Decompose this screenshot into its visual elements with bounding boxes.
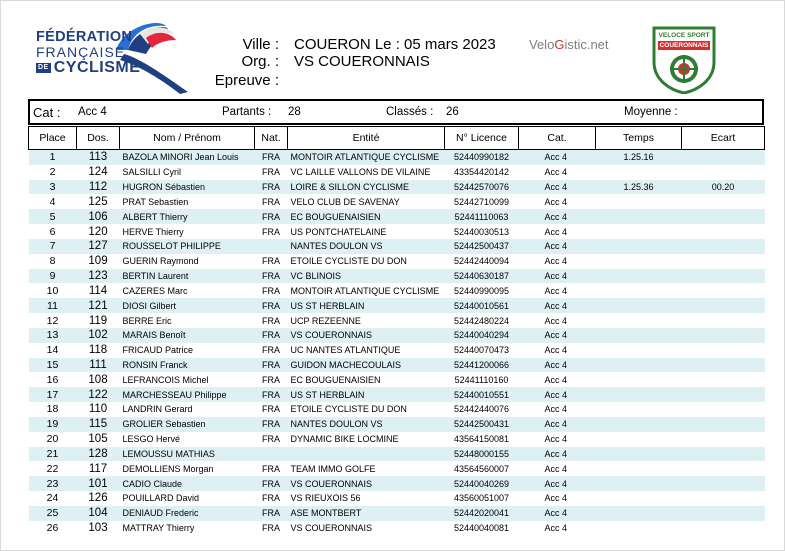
partants-label: Partants : bbox=[222, 106, 272, 118]
nationality-cell: FRA bbox=[255, 328, 288, 343]
dossard-cell: 108 bbox=[88, 373, 108, 386]
table-row bbox=[29, 283, 765, 298]
club-cell: NANTES DOULON VS bbox=[288, 239, 445, 254]
results-table bbox=[28, 126, 765, 536]
table-row bbox=[29, 180, 765, 195]
time-cell bbox=[596, 491, 682, 506]
licence-cell: 52442570076 bbox=[445, 180, 519, 195]
classes-value: 26 bbox=[446, 106, 459, 118]
licence-cell: 52442020041 bbox=[445, 506, 519, 521]
name-cell: MARAIS Benoît bbox=[120, 328, 255, 343]
gap-cell bbox=[682, 491, 765, 506]
club-cell bbox=[288, 447, 445, 462]
dossard-cell: 106 bbox=[77, 209, 120, 224]
licence-cell: 52440990095 bbox=[453, 285, 510, 296]
nationality-cell: FRA bbox=[262, 493, 280, 504]
category-cell: Acc 4 bbox=[544, 345, 568, 356]
name-cell: ALBERT Thierry bbox=[120, 209, 255, 224]
gap-cell bbox=[682, 343, 765, 358]
category-cell: Acc 4 bbox=[519, 239, 596, 254]
club-cell: UC NANTES ATLANTIQUE bbox=[290, 345, 401, 356]
dossard-cell: 109 bbox=[88, 255, 108, 268]
place-cell: 5 bbox=[29, 209, 77, 224]
licence-cell: 52448000155 bbox=[445, 447, 519, 462]
time-cell bbox=[596, 165, 682, 180]
time-cell bbox=[596, 432, 682, 447]
club-cell: EC BOUGUENAISIEN bbox=[288, 209, 445, 224]
table-row bbox=[29, 269, 765, 284]
category-cell: Acc 4 bbox=[544, 374, 568, 385]
name-cell: LEMOUSSU MATHIAS bbox=[120, 447, 255, 462]
gap-cell bbox=[682, 521, 765, 536]
gap-cell bbox=[682, 194, 765, 209]
gap-cell bbox=[682, 506, 765, 521]
gap-cell bbox=[682, 150, 765, 165]
gap-cell bbox=[682, 209, 765, 224]
category-cell: Acc 4 bbox=[544, 523, 568, 534]
club-cell: US ST HERBLAIN bbox=[288, 387, 445, 402]
table-row bbox=[29, 224, 765, 239]
table-row bbox=[29, 209, 765, 224]
club-cell: ETOILE CYCLISTE DU DON bbox=[290, 256, 407, 267]
name-cell: LANDRIN Gerard bbox=[122, 404, 193, 415]
name-cell: LEFRANCOIS Michel bbox=[122, 374, 209, 385]
place-cell: 1 bbox=[29, 150, 77, 165]
ffc-line2: FRANÇAISE bbox=[36, 44, 126, 60]
dossard-cell: 105 bbox=[88, 433, 108, 446]
category-cell: Acc 4 bbox=[519, 269, 596, 284]
licence-cell: 52440010561 bbox=[445, 298, 519, 313]
nationality-cell: FRA bbox=[255, 506, 288, 521]
time-cell bbox=[596, 402, 682, 417]
name-cell: BERTIN Laurent bbox=[120, 269, 255, 284]
gap-cell bbox=[682, 165, 765, 180]
nationality-cell: FRA bbox=[262, 404, 280, 415]
table-row bbox=[29, 313, 765, 328]
dossard-cell: 110 bbox=[88, 403, 108, 416]
nationality-cell: FRA bbox=[262, 523, 280, 534]
nationality-cell: FRA bbox=[255, 180, 288, 195]
table-row bbox=[29, 417, 765, 432]
place-cell: 14 bbox=[46, 344, 59, 357]
epreuve-label: Epreuve : bbox=[214, 72, 279, 89]
dossard-cell: 126 bbox=[88, 492, 108, 505]
licence-cell: 52442710099 bbox=[453, 196, 510, 207]
club-cell: VS RIEUXOIS 56 bbox=[290, 493, 361, 504]
ffc-line3: CYCLISME bbox=[53, 59, 141, 76]
gap-cell bbox=[682, 283, 765, 298]
shield-top-text: VELOCE SPORT bbox=[658, 32, 710, 39]
club-cell: VS COUERONNAIS bbox=[288, 328, 445, 343]
gap-cell bbox=[682, 239, 765, 254]
velogistic-a: Velo bbox=[529, 37, 555, 52]
place-cell: 4 bbox=[49, 195, 56, 208]
nationality-cell: FRA bbox=[255, 298, 288, 313]
table-row bbox=[29, 254, 765, 269]
licence-cell: 52440070473 bbox=[453, 345, 510, 356]
nationality-cell: FRA bbox=[255, 417, 288, 432]
table-row bbox=[29, 432, 765, 447]
category-cell: Acc 4 bbox=[544, 493, 568, 504]
gap-cell bbox=[682, 328, 765, 343]
ffc-line1: FÉDÉRATION bbox=[36, 29, 133, 45]
club-cell: VC LAILLE VALLONS DE VILAINE bbox=[290, 167, 431, 178]
time-cell bbox=[596, 343, 682, 358]
category-cell: Acc 4 bbox=[544, 226, 568, 237]
col-ecart: Ecart bbox=[682, 127, 765, 150]
time-cell bbox=[596, 387, 682, 402]
place-cell: 19 bbox=[29, 417, 77, 432]
nationality-cell: FRA bbox=[262, 167, 280, 178]
time-cell bbox=[596, 224, 682, 239]
category-cell: Acc 4 bbox=[519, 447, 596, 462]
dossard-cell: 122 bbox=[77, 387, 120, 402]
category-cell: Acc 4 bbox=[544, 167, 568, 178]
place-cell: 2 bbox=[49, 166, 56, 179]
club-cell: US ST HERBLAIN bbox=[288, 298, 445, 313]
table-row bbox=[29, 476, 765, 491]
club-cell: VC BLINOIS bbox=[288, 269, 445, 284]
time-cell bbox=[596, 461, 682, 476]
gap-cell: 00.20 bbox=[682, 180, 765, 195]
category-cell: Acc 4 bbox=[519, 417, 596, 432]
category-cell: Acc 4 bbox=[519, 506, 596, 521]
licence-cell: 52441200066 bbox=[445, 358, 519, 373]
dossard-cell: 121 bbox=[77, 298, 120, 313]
licence-cell: 52441110063 bbox=[445, 209, 519, 224]
table-row bbox=[29, 402, 765, 417]
ffc-logo bbox=[28, 20, 193, 96]
dossard-cell: 114 bbox=[88, 284, 108, 297]
time-cell bbox=[596, 521, 682, 536]
dossard-cell: 123 bbox=[77, 269, 120, 284]
nationality-cell: FRA bbox=[262, 345, 280, 356]
gap-cell bbox=[682, 372, 765, 387]
licence-cell: 52440630187 bbox=[445, 269, 519, 284]
place-cell: 6 bbox=[49, 225, 56, 238]
cat-label: Cat : bbox=[33, 105, 61, 120]
table-row bbox=[29, 506, 765, 521]
dossard-cell: 102 bbox=[77, 328, 120, 343]
category-cell: Acc 4 bbox=[544, 285, 568, 296]
place-cell: 15 bbox=[29, 358, 77, 373]
name-cell: HUGRON Sébastien bbox=[120, 180, 255, 195]
category-cell: Acc 4 bbox=[519, 150, 596, 165]
nationality-cell: FRA bbox=[255, 150, 288, 165]
cat-value: Acc 4 bbox=[78, 106, 107, 118]
licence-cell: 52442500437 bbox=[445, 239, 519, 254]
name-cell: RONSIN Franck bbox=[120, 358, 255, 373]
time-cell: 1.25.16 bbox=[596, 150, 682, 165]
ville-label: Ville : bbox=[242, 36, 279, 53]
dossard-cell: 104 bbox=[77, 506, 120, 521]
table-row bbox=[29, 343, 765, 358]
licence-cell: 52440010551 bbox=[445, 387, 519, 402]
table-row bbox=[29, 372, 765, 387]
time-cell bbox=[596, 313, 682, 328]
dossard-cell: 118 bbox=[88, 344, 108, 357]
gap-cell bbox=[682, 358, 765, 373]
dossard-cell: 127 bbox=[77, 239, 120, 254]
results-body bbox=[29, 150, 765, 536]
table-row bbox=[29, 239, 765, 254]
gap-cell bbox=[682, 432, 765, 447]
table-row bbox=[29, 150, 765, 165]
name-cell: DEMOLLIENS Morgan bbox=[122, 463, 214, 474]
club-cell: NANTES DOULON VS bbox=[288, 417, 445, 432]
club-cell: TEAM IMMO GOLFE bbox=[290, 463, 376, 474]
place-cell: 11 bbox=[29, 298, 77, 313]
dossard-cell: 103 bbox=[88, 522, 108, 535]
name-cell: DENIAUD Frederic bbox=[120, 506, 255, 521]
dossard-cell: 120 bbox=[88, 225, 108, 238]
licence-cell: 52441110160 bbox=[454, 374, 509, 385]
table-row bbox=[29, 521, 765, 536]
category-cell: Acc 4 bbox=[544, 315, 568, 326]
category-cell: Acc 4 bbox=[519, 358, 596, 373]
gap-cell bbox=[682, 461, 765, 476]
nationality-cell: FRA bbox=[255, 209, 288, 224]
nationality-cell bbox=[255, 239, 288, 254]
place-cell: 9 bbox=[29, 269, 77, 284]
club-cell: ASE MONTBERT bbox=[288, 506, 445, 521]
nationality-cell bbox=[255, 447, 288, 462]
dossard-cell: 113 bbox=[77, 150, 120, 165]
name-cell: PRAT Sebastien bbox=[122, 196, 189, 207]
col-cat: Cat. bbox=[519, 127, 596, 150]
name-cell: BAZOLA MINORI Jean Louis bbox=[120, 150, 255, 165]
time-cell bbox=[596, 269, 682, 284]
time-cell bbox=[596, 209, 682, 224]
partants-value: 28 bbox=[288, 106, 301, 118]
place-cell: 20 bbox=[46, 433, 59, 446]
nationality-cell: FRA bbox=[255, 387, 288, 402]
place-cell: 26 bbox=[46, 522, 59, 535]
gap-cell bbox=[682, 402, 765, 417]
name-cell: CADIO Claude bbox=[120, 476, 255, 491]
time-cell bbox=[596, 283, 682, 298]
col-place: Place bbox=[29, 127, 77, 150]
category-cell: Acc 4 bbox=[544, 463, 568, 474]
gap-cell bbox=[682, 447, 765, 462]
dossard-cell: 112 bbox=[77, 180, 120, 195]
name-cell: GUERIN Raymond bbox=[122, 256, 199, 267]
time-cell bbox=[596, 194, 682, 209]
name-cell: MARCHESSEAU Philippe bbox=[120, 387, 255, 402]
nationality-cell: FRA bbox=[255, 269, 288, 284]
time-cell bbox=[596, 358, 682, 373]
org-label: Org. : bbox=[241, 53, 279, 70]
table-row bbox=[29, 328, 765, 343]
time-cell: 1.25.36 bbox=[596, 180, 682, 195]
time-cell bbox=[596, 417, 682, 432]
category-cell: Acc 4 bbox=[544, 196, 568, 207]
name-cell: HERVE Thierry bbox=[122, 226, 184, 237]
gap-cell bbox=[682, 254, 765, 269]
place-cell: 8 bbox=[49, 255, 56, 268]
name-cell: DIOSI Gilbert bbox=[120, 298, 255, 313]
col-nom: Nom / Prénom bbox=[120, 127, 255, 150]
name-cell: POUILLARD David bbox=[122, 493, 200, 504]
gap-cell bbox=[682, 313, 765, 328]
gap-cell bbox=[682, 298, 765, 313]
licence-cell: 52442440094 bbox=[453, 256, 510, 267]
gap-cell bbox=[682, 387, 765, 402]
category-cell: Acc 4 bbox=[544, 256, 568, 267]
nationality-cell: FRA bbox=[262, 434, 280, 445]
category-cell: Acc 4 bbox=[519, 387, 596, 402]
licence-cell: 52440040294 bbox=[445, 328, 519, 343]
licence-cell: 52440040081 bbox=[453, 523, 510, 534]
licence-cell: 52442440076 bbox=[453, 404, 510, 415]
gap-cell bbox=[682, 224, 765, 239]
ffc-de: DE bbox=[38, 63, 49, 71]
category-cell: Acc 4 bbox=[519, 298, 596, 313]
table-row bbox=[29, 298, 765, 313]
licence-cell: 43564150081 bbox=[453, 434, 510, 445]
nationality-cell: FRA bbox=[262, 256, 280, 267]
name-cell: CAZERES Marc bbox=[122, 285, 188, 296]
nationality-cell: FRA bbox=[255, 476, 288, 491]
place-cell: 3 bbox=[29, 180, 77, 195]
licence-cell: 52442480224 bbox=[453, 315, 510, 326]
place-cell: 13 bbox=[29, 328, 77, 343]
place-cell: 18 bbox=[46, 403, 59, 416]
name-cell: MATTRAY Thierry bbox=[122, 523, 195, 534]
category-cell: Acc 4 bbox=[519, 209, 596, 224]
dossard-cell: 125 bbox=[88, 195, 108, 208]
ffc-wordmark bbox=[36, 30, 140, 75]
club-shield-logo bbox=[650, 22, 718, 94]
nationality-cell: FRA bbox=[262, 463, 280, 474]
place-cell: 23 bbox=[29, 476, 77, 491]
dossard-cell: 124 bbox=[88, 166, 108, 179]
place-cell: 12 bbox=[46, 314, 59, 327]
dossard-cell: 111 bbox=[77, 358, 120, 373]
classes-label: Classés : bbox=[386, 106, 434, 118]
table-row bbox=[29, 358, 765, 373]
club-cell: ETOILE CYCLISTE DU DON bbox=[290, 404, 407, 415]
category-cell: Acc 4 bbox=[519, 328, 596, 343]
nationality-cell: FRA bbox=[262, 285, 280, 296]
licence-cell: 43560051007 bbox=[453, 493, 510, 504]
gap-cell bbox=[682, 476, 765, 491]
summary-bar bbox=[28, 99, 764, 125]
place-cell: 7 bbox=[29, 239, 77, 254]
table-row bbox=[29, 165, 765, 180]
table-row bbox=[29, 461, 765, 476]
licence-cell: 52440030513 bbox=[453, 226, 510, 237]
place-cell: 16 bbox=[46, 373, 59, 386]
time-cell bbox=[596, 254, 682, 269]
org-value: VS COUERONNAIS bbox=[294, 53, 430, 70]
table-row bbox=[29, 447, 765, 462]
name-cell: GROLIER Sebastien bbox=[120, 417, 255, 432]
velogistic-c: istic.net bbox=[564, 37, 609, 52]
place-cell: 25 bbox=[29, 506, 77, 521]
place-cell: 22 bbox=[46, 462, 59, 475]
club-cell: GUIDON MACHECOULAIS bbox=[288, 358, 445, 373]
time-cell bbox=[596, 372, 682, 387]
licence-cell: 52440040269 bbox=[445, 476, 519, 491]
velogistic-link[interactable] bbox=[529, 37, 609, 52]
ville-value: COUERON Le : 05 mars 2023 bbox=[294, 36, 496, 53]
club-cell: LOIRE & SILLON CYCLISME bbox=[288, 180, 445, 195]
col-nat: Nat. bbox=[255, 127, 288, 150]
velogistic-b: G bbox=[554, 37, 565, 52]
col-entite: Entité bbox=[288, 127, 445, 150]
name-cell: SALSILLI Cyril bbox=[122, 167, 182, 178]
table-row bbox=[29, 194, 765, 209]
place-cell: 10 bbox=[46, 284, 59, 297]
dossard-cell: 128 bbox=[77, 447, 120, 462]
col-dos: Dos. bbox=[77, 127, 120, 150]
nationality-cell: FRA bbox=[262, 374, 280, 385]
club-cell: VS COUERONNAIS bbox=[288, 476, 445, 491]
club-cell: VELO CLUB DE SAVENAY bbox=[290, 196, 400, 207]
time-cell bbox=[596, 298, 682, 313]
name-cell: BERRE Eric bbox=[122, 315, 172, 326]
gap-cell bbox=[682, 417, 765, 432]
nationality-cell: FRA bbox=[262, 196, 280, 207]
moyenne-label: Moyenne : bbox=[624, 106, 678, 118]
licence-cell: 43564560007 bbox=[453, 463, 510, 474]
club-cell: MONTOIR ATLANTIQUE CYCLISME bbox=[290, 285, 440, 296]
category-cell: Acc 4 bbox=[519, 180, 596, 195]
table-header-row bbox=[29, 127, 765, 150]
gap-cell bbox=[682, 269, 765, 284]
place-cell: 17 bbox=[29, 387, 77, 402]
shield-bottom-text: COUERONNAIS bbox=[659, 42, 709, 49]
time-cell bbox=[596, 506, 682, 521]
dossard-cell: 115 bbox=[77, 417, 120, 432]
dossard-cell: 119 bbox=[88, 314, 108, 327]
dossard-cell: 101 bbox=[77, 476, 120, 491]
name-cell: FRICAUD Patrice bbox=[122, 345, 194, 356]
time-cell bbox=[596, 447, 682, 462]
table-row bbox=[29, 387, 765, 402]
time-cell bbox=[596, 328, 682, 343]
col-licence: N° Licence bbox=[445, 127, 519, 150]
time-cell bbox=[596, 239, 682, 254]
place-cell: 21 bbox=[29, 447, 77, 462]
col-temps: Temps bbox=[596, 127, 682, 150]
club-cell: UCP REZEENNE bbox=[290, 315, 361, 326]
licence-cell: 43354420142 bbox=[453, 167, 510, 178]
category-cell: Acc 4 bbox=[544, 434, 568, 445]
table-row bbox=[29, 491, 765, 506]
club-cell: MONTOIR ATLANTIQUE CYCLISME bbox=[288, 150, 445, 165]
ffc-line3-row bbox=[36, 60, 140, 75]
nationality-cell: FRA bbox=[255, 358, 288, 373]
nationality-cell: FRA bbox=[262, 226, 280, 237]
club-cell: US PONTCHATELAINE bbox=[290, 226, 387, 237]
club-cell: EC BOUGUENAISIEN bbox=[290, 374, 381, 385]
name-cell: ROUSSELOT PHILIPPE bbox=[120, 239, 255, 254]
category-cell: Acc 4 bbox=[519, 476, 596, 491]
licence-cell: 52442500431 bbox=[445, 417, 519, 432]
dossard-cell: 117 bbox=[88, 462, 108, 475]
time-cell bbox=[596, 476, 682, 491]
name-cell: LESGO Hervé bbox=[122, 434, 181, 445]
place-cell: 24 bbox=[46, 492, 59, 505]
nationality-cell: FRA bbox=[262, 315, 280, 326]
category-cell: Acc 4 bbox=[544, 404, 568, 415]
licence-cell: 52440990182 bbox=[445, 150, 519, 165]
club-cell: DYNAMIC BIKE LOCMINE bbox=[290, 434, 399, 445]
club-cell: VS COUERONNAIS bbox=[290, 523, 373, 534]
